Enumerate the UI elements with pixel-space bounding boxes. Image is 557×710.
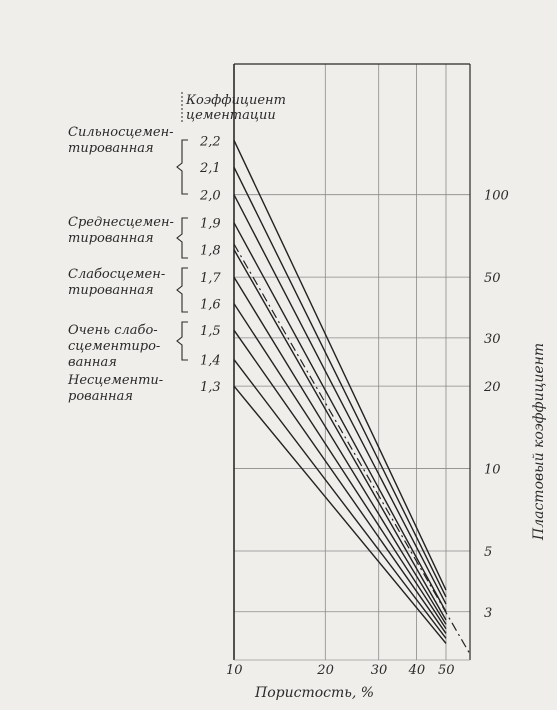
y-tick-label: 20 [484,380,501,396]
series-labels [199,134,221,395]
group-label: тированная [68,231,154,246]
legend-title-line-2: цементации [186,108,276,123]
group-bracket [177,268,188,312]
x-tick-label: 20 [317,663,334,678]
y-tick-label: 30 [484,331,501,347]
legend-title-line-1: Коэффициент [186,93,286,108]
y-axis-title: Пластовый коэффициент [531,342,547,540]
x-tick-labels [226,663,455,678]
x-tick-label: 40 [408,663,426,678]
y-tick-label: 10 [484,462,501,478]
group-label: Среднесцемен- [68,215,174,230]
series-label-2-2: 2,2 [200,134,221,150]
series-lines [234,140,470,654]
y-tick-label: 100 [484,188,509,204]
series-line-1-3 [234,386,446,643]
x-tick-label: 30 [370,663,388,678]
y-tick-label: 3 [484,605,493,621]
grid [234,64,470,660]
cementation-groups [67,125,188,404]
series-label-1-7: 1,7 [200,271,221,287]
y-tick-label: 5 [484,545,493,561]
series-label-1-8: 1,8 [200,243,221,259]
group-label: тированная [68,141,154,156]
plot-area [234,64,470,660]
series-label-1-3: 1,3 [200,380,221,396]
x-tick-label: 50 [437,663,455,678]
series-label-2-0: 2,0 [200,188,221,204]
series-line-1-7 [234,277,446,624]
series-line-2-0 [234,195,446,604]
group-label: рованная [68,389,133,404]
group-label: Слабосцемен- [68,267,166,282]
group-bracket [177,140,188,194]
group-label: Очень слабо- [68,323,158,338]
group-label: Несцементи- [68,373,164,388]
x-axis-title: Пористость, % [255,685,375,701]
series-line-1-6 [234,304,446,629]
y-tick-label: 50 [484,271,501,287]
group-label: Сильносцемен- [68,125,174,140]
group-bracket [177,218,188,258]
group-bracket [177,322,188,360]
axes [234,64,470,660]
series-label-1-6: 1,6 [200,297,221,313]
series-line-2-1 [234,167,446,597]
series-label-1-4: 1,4 [200,353,221,369]
y-tick-labels [483,189,509,621]
dashed-reference-line [234,244,470,654]
group-label: ванная [68,355,117,370]
group-label: тированная [68,283,154,298]
series-line-2-2 [234,140,446,590]
series-line-1-4 [234,360,446,639]
series-label-1-9: 1,9 [200,216,221,232]
x-tick-label: 10 [226,663,243,678]
series-label-2-1: 2,1 [200,161,221,177]
series-line-1-5 [234,330,446,633]
series-line-1-8 [234,250,446,620]
series-line-1-9 [234,223,446,612]
group-label: сцементиро- [68,339,161,354]
series-label-1-5: 1,5 [200,324,221,340]
